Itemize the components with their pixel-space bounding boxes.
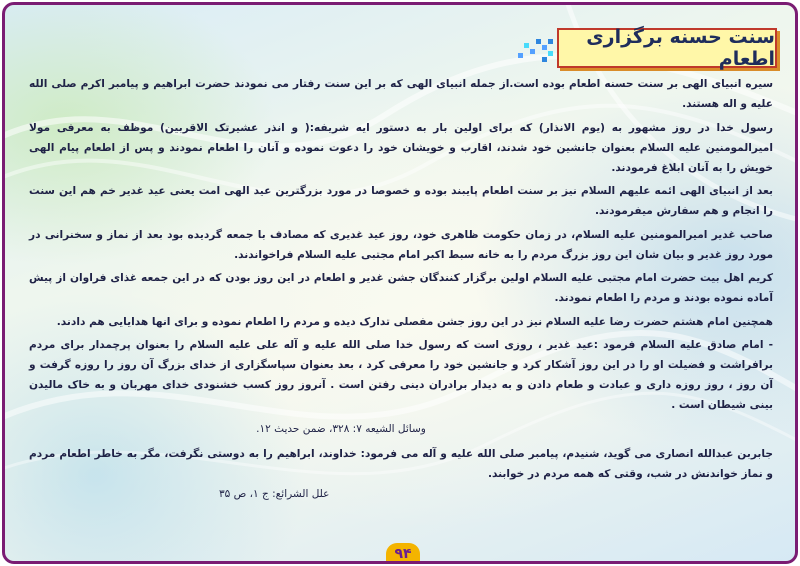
paragraph: سیره انبیای الهی بر سنت حسنه اطعام بوده است.از جمله انبیای الهی که بر این سنت رفتار می نمودند حضرت ابراهیم و پیامبر اکرم صلی الله علیه و اله هستند. bbox=[29, 78, 773, 110]
page-number-tab bbox=[386, 543, 420, 564]
paragraph: صاحب غدیر امیرالمومنین علیه السلام، در زمان حکومت ظاهری خود، روز عید غدیری که مصادف با جمعه گردیده بود بعد از نماز و سخنرانی در مورد روز غدیر و بیان شان این روز بزرگ مردم را به خانه سبط اکبر امام مجتبی علیه السلام فراخواندند. bbox=[29, 228, 773, 261]
source-citation: علل الشرائع: ج ۱، ص ۳۵ bbox=[219, 487, 330, 500]
paragraph: رسول خدا در روز مشهور به (یوم الانذار) که برای اولین بار به دستور ایه شریفه:( و انذر عشیرتک الاقربین) موظف به معرفی مولا امیرالمومنین علیه السلام بعنوان جانشین خود شدند، اقارب و خویشان خود را دعوت نموده و آنان را اطعام نمودند و پس از اطعام پیام الهی خویش را به آنان ابلاغ فرمودند. bbox=[29, 121, 773, 174]
source-citation-row bbox=[29, 419, 773, 439]
paragraph: همچنین امام هشتم حضرت رضا علیه السلام نیز در این روز جشن مفصلی تدارک دیده و مردم را اطعام نموده و برای انها هدایایی هم دادند. bbox=[56, 315, 773, 328]
hadith-paragraph: - امام صادق علیه السلام فرمود :عید غدیر ، روزی است که رسول خدا صلی الله علیه و آله علی علیه السلام را بعنوان پرچمدار برای مردم برافراشت و فضیلت او را در این روز آشکار کرد و جانشین خود را معرفی کرد ، بعد بعنوان سپاسگزاری از خدای بزرگ آن روز را روزه گرفت و آن روز ، روز روزه داری و عبادت و طعام دادن و به دیدار برادران دینی رفتن است . آنروز روز کسب خشنودی خدای مهربان و به خاک مالیدن بینی شیطان است . bbox=[29, 339, 773, 411]
article-body bbox=[29, 74, 773, 500]
title-box bbox=[557, 28, 777, 68]
page-number: ۹۴ bbox=[394, 546, 412, 562]
page-title: سنت حسنه برگزاری اطعام bbox=[586, 26, 775, 70]
source-citation: وسائل الشیعه ۷: ۳۲۸، ضمن حدیث ۱۲. bbox=[256, 422, 426, 435]
paragraph: بعد از انبیای الهی ائمه علیهم السلام نیز بر سنت اطعام پایبند بوده و خصوصا در مورد بزرگترین عید الهی امت یعنی عید غدیر خم هم این سنت را انجام و هم سفارش میفرمودند. bbox=[29, 185, 773, 217]
decorative-pixels bbox=[513, 35, 553, 65]
last-paragraph-block bbox=[29, 444, 773, 500]
paragraph: جابربن عبدالله انصاری می گوید، شنیدم، پیامبر صلی الله علیه و آله می فرمود: خداوند، ابراهیم را به دوستی نگرفت، مگر به خاطر اطعام مردم و نماز خواندنش در شب، وقتی که همه مردم در خوابند. bbox=[29, 447, 773, 480]
page-frame bbox=[2, 2, 798, 564]
paragraph: کریم اهل بیت حضرت امام مجتبی علیه السلام اولین برگزار کنندگان جشن غدیر و اطعام در این روز بودن که در این جمعه غذای فراوان از پیش آماده نموده بودند و مردم را اطعام نمودند. bbox=[29, 272, 773, 304]
